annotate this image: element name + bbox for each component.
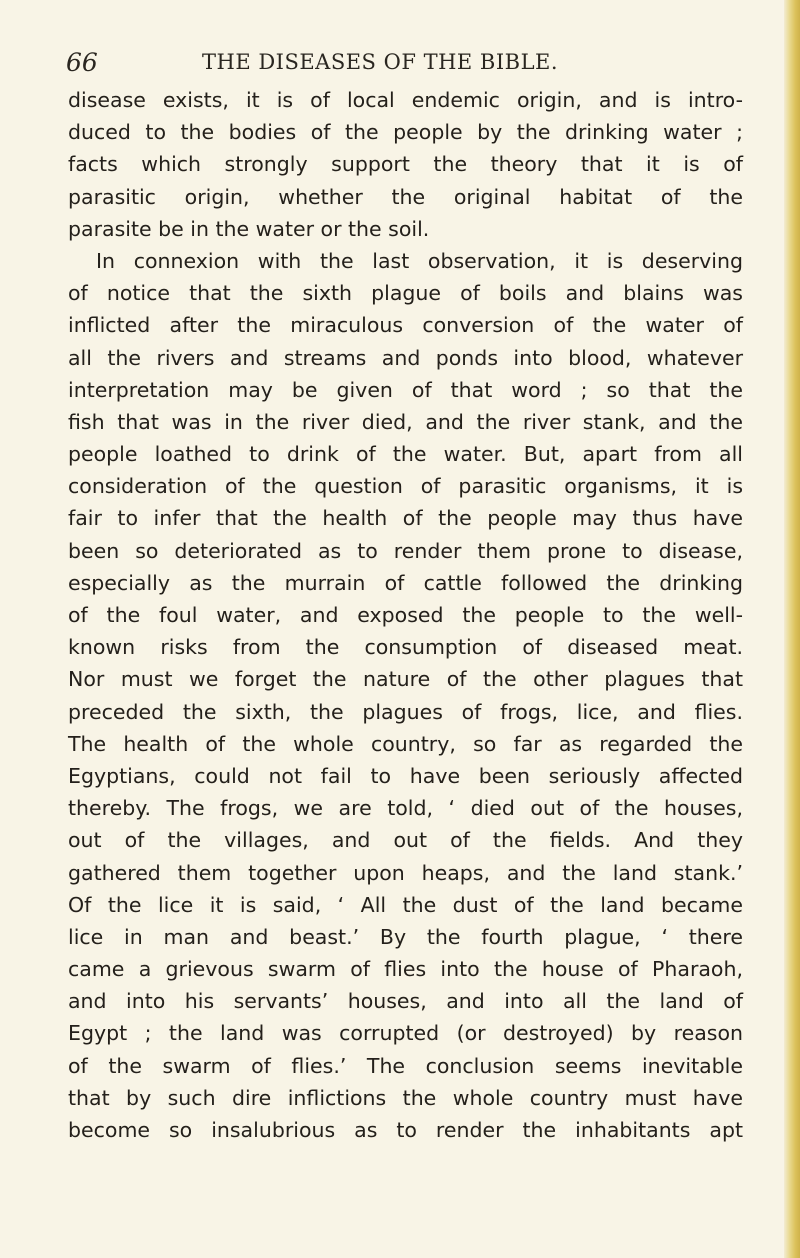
text-line: been so deteriorated as to render them prone to disease,: [68, 538, 743, 563]
text-line: The health of the whole country, so far as regarded the: [68, 731, 743, 756]
text-line: Egypt ; the land was corrupted (or destroyed) by reason: [68, 1021, 743, 1046]
text-line: fair to infer that the health of the people may thus have: [68, 506, 743, 531]
page-edge: [784, 0, 800, 1258]
text-line: people loathed to drink of the water. But, apart from all: [68, 442, 743, 467]
text-line: lice in man and beast.’ By the fourth plague, ‘ there: [68, 924, 743, 949]
text-line: came a grievous swarm of flies into the house of Pharaoh,: [68, 957, 743, 982]
text-line: inflicted after the miraculous conversion of the water of: [68, 313, 743, 338]
text-line: Nor must we forget the nature of the other plagues that: [68, 667, 743, 692]
text-line: fish that was in the river died, and the river stank, and the: [68, 409, 743, 434]
text-line: become so insalubrious as to render the inhabitants apt: [68, 1118, 743, 1142]
text-line: interpretation may be given of that word ; so that the: [68, 377, 743, 402]
text-line: duced to the bodies of the people by the drinking water ;: [68, 120, 743, 145]
text-line: of notice that the sixth plague of boils and blains was: [68, 281, 743, 306]
running-title: THE DISEASES OF THE BIBLE.: [202, 50, 559, 74]
text-line: disease exists, it is of local endemic origin, and is intro-: [68, 88, 743, 112]
text-line: facts which strongly support the theory that it is of: [68, 152, 743, 177]
running-head: [66, 44, 766, 84]
text-line: In connexion with the last observation, it is deserving: [96, 248, 743, 273]
text-line: Of the lice it is said, ‘ All the dust of the land became: [68, 892, 743, 917]
body-text: [68, 84, 743, 1146]
text-line: of the swarm of flies.’ The conclusion seems inevitable: [68, 1053, 743, 1078]
text-line: known risks from the consumption of diseased meat.: [68, 635, 743, 660]
text-line: that by such dire inflictions the whole country must have: [68, 1085, 743, 1110]
text-line: of the foul water, and exposed the people to the well-: [68, 603, 743, 627]
text-line: out of the villages, and out of the fields. And they: [68, 828, 743, 853]
text-line: gathered them together upon heaps, and the land stank.’: [68, 860, 743, 885]
text-line: preceded the sixth, the plagues of frogs, lice, and flies.: [68, 699, 743, 724]
page-number: 66: [66, 48, 98, 77]
text-line: all the rivers and streams and ponds into blood, whatever: [68, 345, 743, 370]
text-line: parasitic origin, whether the original habitat of the: [68, 184, 743, 209]
text-line: especially as the murrain of cattle followed the drinking: [68, 570, 743, 595]
text-line: thereby. The frogs, we are told, ‘ died out of the houses,: [68, 796, 743, 821]
text-line: consideration of the question of parasitic organisms, it is: [68, 474, 743, 499]
text-line: parasite be in the water or the soil.: [68, 216, 430, 241]
text-line: and into his servants’ houses, and into all the land of: [68, 989, 743, 1014]
text-line: Egyptians, could not fail to have been seriously affected: [68, 763, 743, 788]
